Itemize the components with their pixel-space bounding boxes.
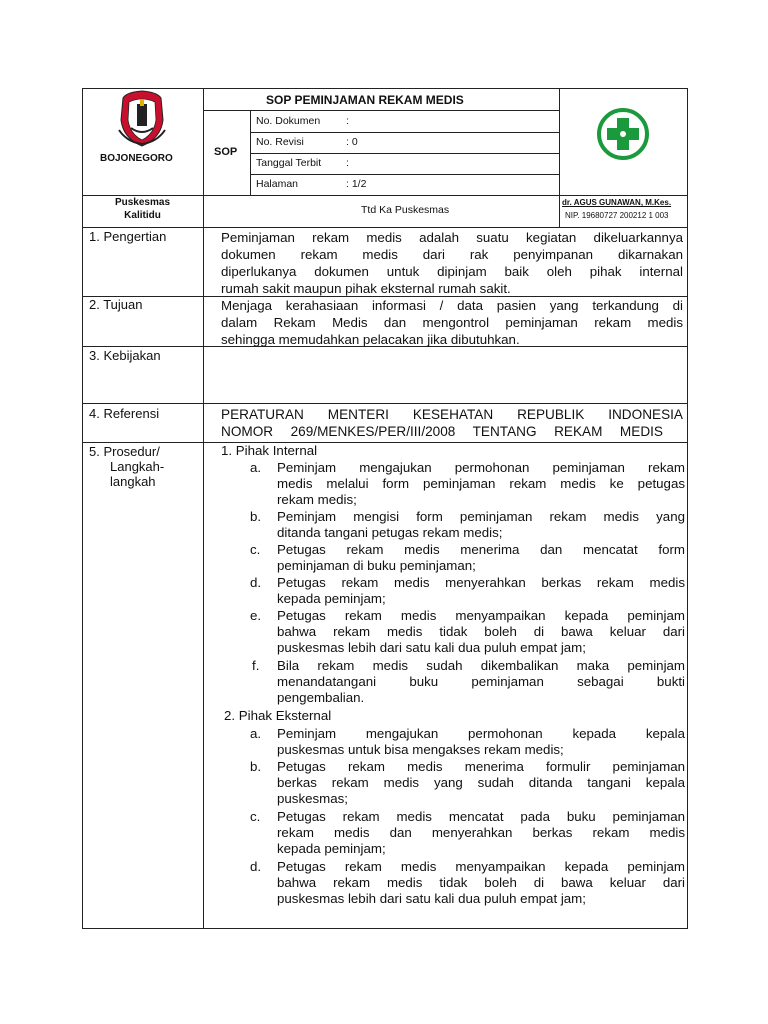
table-border [203,88,204,928]
list-item-line: pengembalian. [277,690,365,705]
table-border [82,403,688,404]
list-marker: a. [250,726,262,741]
region-name: BOJONEGORO [100,153,173,164]
section-label-prosedur: langkah [110,474,156,489]
table-border [82,88,688,89]
puskesmas-logo-icon [595,106,651,162]
bojonegoro-emblem-icon [117,90,167,148]
list-item-line: Petugas rekam medis menerima dan mencatat form [277,542,685,557]
table-border [82,928,688,929]
list-marker: d. [250,859,262,874]
section-label-pengertian: 1. Pengertian [89,229,167,244]
list-item-line: rekam medis; [277,492,357,507]
signature-label: Ttd Ka Puskesmas [361,204,450,216]
procedure-heading-external: 2. Pihak Eksternal [224,708,332,723]
list-marker: c. [250,809,261,824]
field-no-dokumen-label: No. Dokumen [256,115,321,127]
list-marker: e. [250,608,262,623]
field-halaman-label: Halaman [256,178,299,190]
list-marker: f. [252,658,260,673]
procedure-heading-internal: 1. Pihak Internal [221,443,318,458]
list-marker: b. [250,759,262,774]
table-border [250,153,559,154]
tujuan-line: dalam Rekam Medis dan mengontrol peminjaman rekam medis [221,315,683,330]
list-marker: b. [250,509,262,524]
referensi-line: PERATURAN MENTERI KESEHATAN REPUBLIK INDONESIA [221,407,683,422]
section-label-referensi: 4. Referensi [89,406,160,421]
head-nip: NIP. 19680727 200212 1 003 [565,211,669,220]
table-border [250,174,559,175]
head-name: dr. AGUS GUNAWAN, M.Kes. [562,198,672,207]
list-marker: d. [250,575,262,590]
list-item-line: Petugas rekam medis menyerahkan berkas rekam medis [277,575,685,590]
pengertian-line: diperlukanya dokumen untuk dipinjam baik oleh pihak internal [221,264,683,279]
list-item-line: puskesmas lebih dari satu kali dua puluh empat jam; [277,640,586,655]
list-item-line: medis melalui form peminjaman rekam medis ke petugas [277,476,685,491]
list-item-line: menandatangani buku peminjaman sebagai bukti [277,674,685,689]
tujuan-line: sehingga memudahkan pelacakan jika dibutuhkan. [221,332,520,347]
field-tanggal-terbit-label: Tanggal Terbit [256,157,322,169]
puskesmas-name: Kalitidu [124,210,161,221]
list-item-line: kepada peminjam; [277,591,386,606]
table-border [203,110,559,111]
list-item-line: puskesmas; [277,791,348,806]
list-item-line: bahwa rekam medis tidak boleh di bawa keluar dari [277,875,685,890]
field-halaman-value: : 1/2 [346,178,367,190]
list-item-line: rekam medis dan menyerahkan berkas rekam medis [277,825,685,840]
pengertian-line: rumah sakit maupun pihak eksternal rumah sakit. [221,281,511,296]
table-border [250,132,559,133]
puskesmas-label: Puskesmas [114,197,171,208]
list-item-line: peminjaman di buku peminjaman; [277,558,476,573]
field-no-revisi-label: No. Revisi [256,136,304,148]
table-border [82,227,688,228]
field-tanggal-terbit-value: : [346,157,349,169]
section-label-prosedur: 5. Prosedur/ [89,444,160,459]
referensi-line: NOMOR 269/MENKES/PER/III/2008 TENTANG REKAM MEDIS [221,424,663,439]
section-label-kebijakan: 3. Kebijakan [89,348,161,363]
list-item-line: puskesmas untuk bisa mengakses rekam medis; [277,742,564,757]
pengertian-line: dokumen rekam medis dari rak penyimpanan dikarnakan [221,247,683,262]
list-item-line: Peminjam mengajukan permohonan kepada kepala [277,726,685,741]
list-marker: c. [250,542,261,557]
field-no-revisi-value: : 0 [346,136,358,148]
list-item-line: Peminjam mengisi form peminjaman rekam medis yang [277,509,685,524]
list-marker: a. [250,460,262,475]
list-item-line: kepada peminjam; [277,841,386,856]
section-label-prosedur: Langkah- [110,459,165,474]
sop-label: SOP [214,146,238,158]
list-item-line: Petugas rekam medis mencatat pada buku peminjaman [277,809,685,824]
table-border [687,88,688,929]
list-item-line: bahwa rekam medis tidak boleh di bawa keluar dari [277,624,685,639]
field-no-dokumen-value: : [346,115,349,127]
list-item-line: Petugas rekam medis menyampaikan kepada peminjam [277,859,685,874]
list-item-line: berkas rekam medis yang sudah ditanda tangani kepala [277,775,685,790]
table-border [559,88,560,227]
table-border [82,442,688,443]
list-item-line: Bila rekam medis sudah dikembalikan maka peminjam [277,658,685,673]
list-item-line: puskesmas lebih dari satu kali dua puluh empat jam; [277,891,586,906]
list-item-line: Peminjam mengajukan permohonan peminjaman rekam [277,460,685,475]
table-border [82,195,688,196]
list-item-line: Petugas rekam medis menyampaikan kepada peminjam [277,608,685,623]
tujuan-line: Menjaga kerahasiaan informasi / data pasien yang terkandung di [221,298,683,313]
document-title: SOP PEMINJAMAN REKAM MEDIS [266,93,464,107]
section-label-tujuan: 2. Tujuan [89,297,143,312]
pengertian-line: Peminjaman rekam medis adalah suatu kegiatan dikeluarkannya [221,230,683,245]
list-item-line: Petugas rekam medis menerima formulir peminjaman [277,759,685,774]
list-item-line: ditanda tangani petugas rekam medis; [277,525,503,540]
table-border [250,110,251,195]
